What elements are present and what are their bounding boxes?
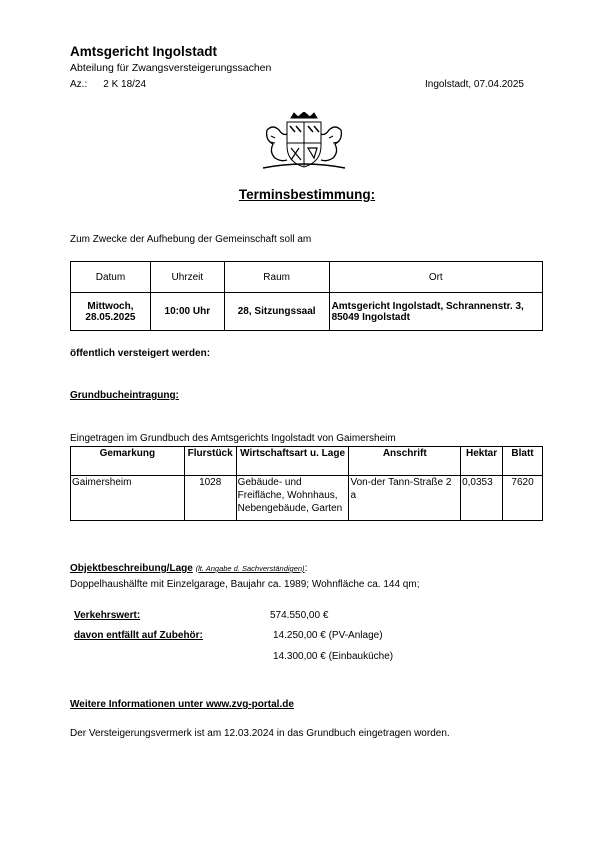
header-ort: Ort xyxy=(329,262,542,293)
market-value: 574.550,00 € xyxy=(270,610,329,621)
header-flurstueck: Flurstück xyxy=(184,447,236,476)
bavarian-coat-of-arms-seal xyxy=(261,112,347,170)
appointment-date: Mittwoch, 28.05.2025 xyxy=(71,293,151,331)
land-register-text: Eingetragen im Grundbuch des Amtsgerichts Ingolstadt von Gaimersheim xyxy=(70,433,396,444)
court-name: Amtsgericht Ingolstadt xyxy=(70,44,218,59)
document-title: Terminsbestimmung: xyxy=(238,187,376,202)
appointment-time: 10:00 Uhr xyxy=(150,293,224,331)
header-gemarkung: Gemarkung xyxy=(71,447,185,476)
more-info-link[interactable]: Weitere Informationen unter www.zvg-portal.de xyxy=(70,699,294,710)
header-anschrift: Anschrift xyxy=(349,447,461,476)
case-number-label: Az.: xyxy=(70,79,88,90)
land-register-heading: Grundbucheintragung: xyxy=(70,390,179,401)
appointment-header-row xyxy=(71,262,543,293)
object-heading-colon: : xyxy=(304,563,308,574)
header-uhrzeit: Uhrzeit xyxy=(150,262,224,293)
accessory-value-pv: 14.250,00 € (PV-Anlage) xyxy=(273,630,383,641)
final-note: Der Versteigerungsvermerk ist am 12.03.2024 in das Grundbuch eingetragen worden. xyxy=(70,728,450,739)
department-name: Abteilung für Zwangsversteigerungssachen xyxy=(70,62,272,74)
case-number-value: 2 K 18/24 xyxy=(103,79,147,90)
object-heading xyxy=(70,563,307,574)
cell-flurstueck: 1028 xyxy=(184,476,236,521)
appointment-table xyxy=(70,261,543,331)
place-date: Ingolstadt, 07.04.2025 xyxy=(425,79,524,90)
header-hektar: Hektar xyxy=(461,447,503,476)
cell-anschrift: Von-der Tann-Straße 2 a xyxy=(349,476,461,521)
header-raum: Raum xyxy=(224,262,329,293)
accessory-value-kitchen: 14.300,00 € (Einbauküche) xyxy=(273,651,394,662)
land-register-table xyxy=(70,446,543,521)
header-wirtschaftsart: Wirtschaftsart u. Lage xyxy=(236,447,349,476)
intro-text: Zum Zwecke der Aufhebung der Gemeinschaft soll am xyxy=(70,234,312,245)
market-value-label: Verkehrswert: xyxy=(74,610,141,621)
appointment-room: 28, Sitzungssaal xyxy=(224,293,329,331)
header-blatt: Blatt xyxy=(503,447,543,476)
cell-blatt: 7620 xyxy=(503,476,543,521)
object-heading-label: Objektbeschreibung/Lage xyxy=(70,563,193,574)
header-datum: Datum xyxy=(71,262,151,293)
auction-text: öffentlich versteigert werden: xyxy=(70,348,211,359)
cell-wirtschaftsart: Gebäude- und Freifläche, Wohnhaus, Nebengebäude, Garten xyxy=(236,476,349,521)
cell-hektar: 0,0353 xyxy=(461,476,503,521)
land-register-row xyxy=(71,476,543,521)
accessory-label: davon entfällt auf Zubehör: xyxy=(74,630,203,641)
object-description: Doppelhaushälfte mit Einzelgarage, Baujahr ca. 1989; Wohnfläche ca. 144 qm; xyxy=(70,579,420,590)
land-register-header-row xyxy=(71,447,543,476)
object-heading-note: (lt. Angabe d. Sachverständigen) xyxy=(195,564,305,573)
cell-gemarkung: Gaimersheim xyxy=(71,476,185,521)
appointment-row xyxy=(71,293,543,331)
appointment-place: Amtsgericht Ingolstadt, Schrannenstr. 3, 85049 Ingolstadt xyxy=(329,293,542,331)
case-number xyxy=(70,79,146,90)
